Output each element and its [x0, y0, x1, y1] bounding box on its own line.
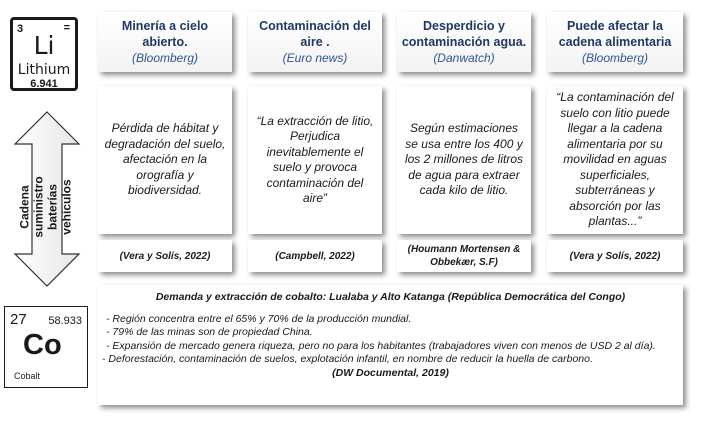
- column-3-body: [397, 86, 531, 234]
- cobalt-box-source: (DW Documental, 2019): [332, 366, 449, 379]
- label-line-3: baterías: [46, 183, 60, 231]
- lithium-symbol: Li: [33, 31, 55, 60]
- column-2-title: Contaminación del aire .: [259, 19, 371, 49]
- column-1-body: [98, 86, 232, 234]
- column-2-source: (Euro news): [282, 51, 348, 65]
- column-1-title: Minería a cielo abierto.: [121, 19, 209, 49]
- column-2-header: [248, 12, 382, 72]
- cobalt-line-1: - Región concentra entre el 65% y 70% de la producción mundial.: [106, 312, 412, 325]
- lithium-name: Lithium: [17, 62, 71, 78]
- column-4-body: [547, 86, 683, 234]
- column-2-body: [248, 86, 382, 234]
- cobalt-line-4: - Deforestación, contaminación de suelos, explotación infantil, en nombre de reducir la huella de carbono.: [102, 353, 593, 365]
- lithium-atomic-number: 3: [17, 23, 24, 35]
- column-1-source: (Bloomberg): [131, 51, 199, 65]
- cobalt-info-box: [98, 285, 683, 405]
- column-4-source: (Bloomberg): [581, 51, 649, 65]
- column-3-citation: (Houmann Mortensen & Obbekær, S.F): [407, 244, 521, 268]
- lithium-mark: =: [63, 22, 70, 34]
- column-2-citation: (Campbell, 2022): [275, 250, 355, 262]
- column-1-citation: (Vera y Solís, 2022): [119, 250, 211, 262]
- cobalt-name: Cobalt: [14, 371, 41, 381]
- column-4-title: Puede afectar la cadena alimentaria: [558, 19, 672, 49]
- cobalt-element-tile: [4, 306, 88, 388]
- supply-chain-label: [1, 150, 91, 264]
- column-3-header: [397, 12, 531, 72]
- column-4-citation: (Vera y Solís, 2022): [569, 250, 661, 262]
- column-1-citation-box: [98, 240, 232, 272]
- cobalt-box-title: Demanda y extracción de cobalto: Lualaba y Alto Katanga (República Democrática del Congo): [155, 291, 626, 303]
- lithium-atomic-mass: 6.941: [30, 78, 58, 90]
- column-3-source: (Danwatch): [433, 51, 495, 65]
- cobalt-line-2: - 79% de las minas son de propiedad China.: [106, 326, 313, 338]
- label-line-2: suministro: [32, 176, 46, 238]
- cobalt-atomic-number: 27: [10, 311, 27, 328]
- column-1-header: [98, 12, 232, 72]
- column-3-citation-box: [397, 240, 531, 272]
- column-1-text: Pérdida de hábitat y degradación del suelo, afectación en la orografía y biodiversidad.: [104, 121, 226, 198]
- column-3-title: Desperdicio y contaminación agua.: [401, 19, 527, 49]
- cobalt-atomic-mass: 58.933: [48, 315, 82, 327]
- lithium-element-tile: [10, 17, 78, 91]
- label-line-1: Cadena: [18, 185, 32, 229]
- column-3-text: Según estimaciones se usa entre los 400 y los 2 millones de litros de agua para extraer cada kilo de litio.: [404, 121, 524, 198]
- cobalt-line-3: - Expansión de mercado genera riqueza, pero no para los habitantes (trabajadores viven con menos de USD 2 al día).: [106, 339, 656, 352]
- column-4-text: “La contaminación del suelo con litio puede llegar a la cadena alimentaria por su movilidad en aguas superficiales, subterráneas y absorción por las plantas...”: [556, 90, 674, 229]
- column-2-text: “La extracción de litio, Perjudica inevitablemente el suelo y provoca contaminación del aire”: [256, 113, 374, 205]
- label-line-4: vehículos: [60, 179, 74, 235]
- cobalt-symbol: Co: [23, 329, 62, 361]
- column-4-header: [547, 12, 683, 72]
- column-2-citation-box: [248, 240, 382, 272]
- column-4-citation-box: [547, 240, 683, 272]
